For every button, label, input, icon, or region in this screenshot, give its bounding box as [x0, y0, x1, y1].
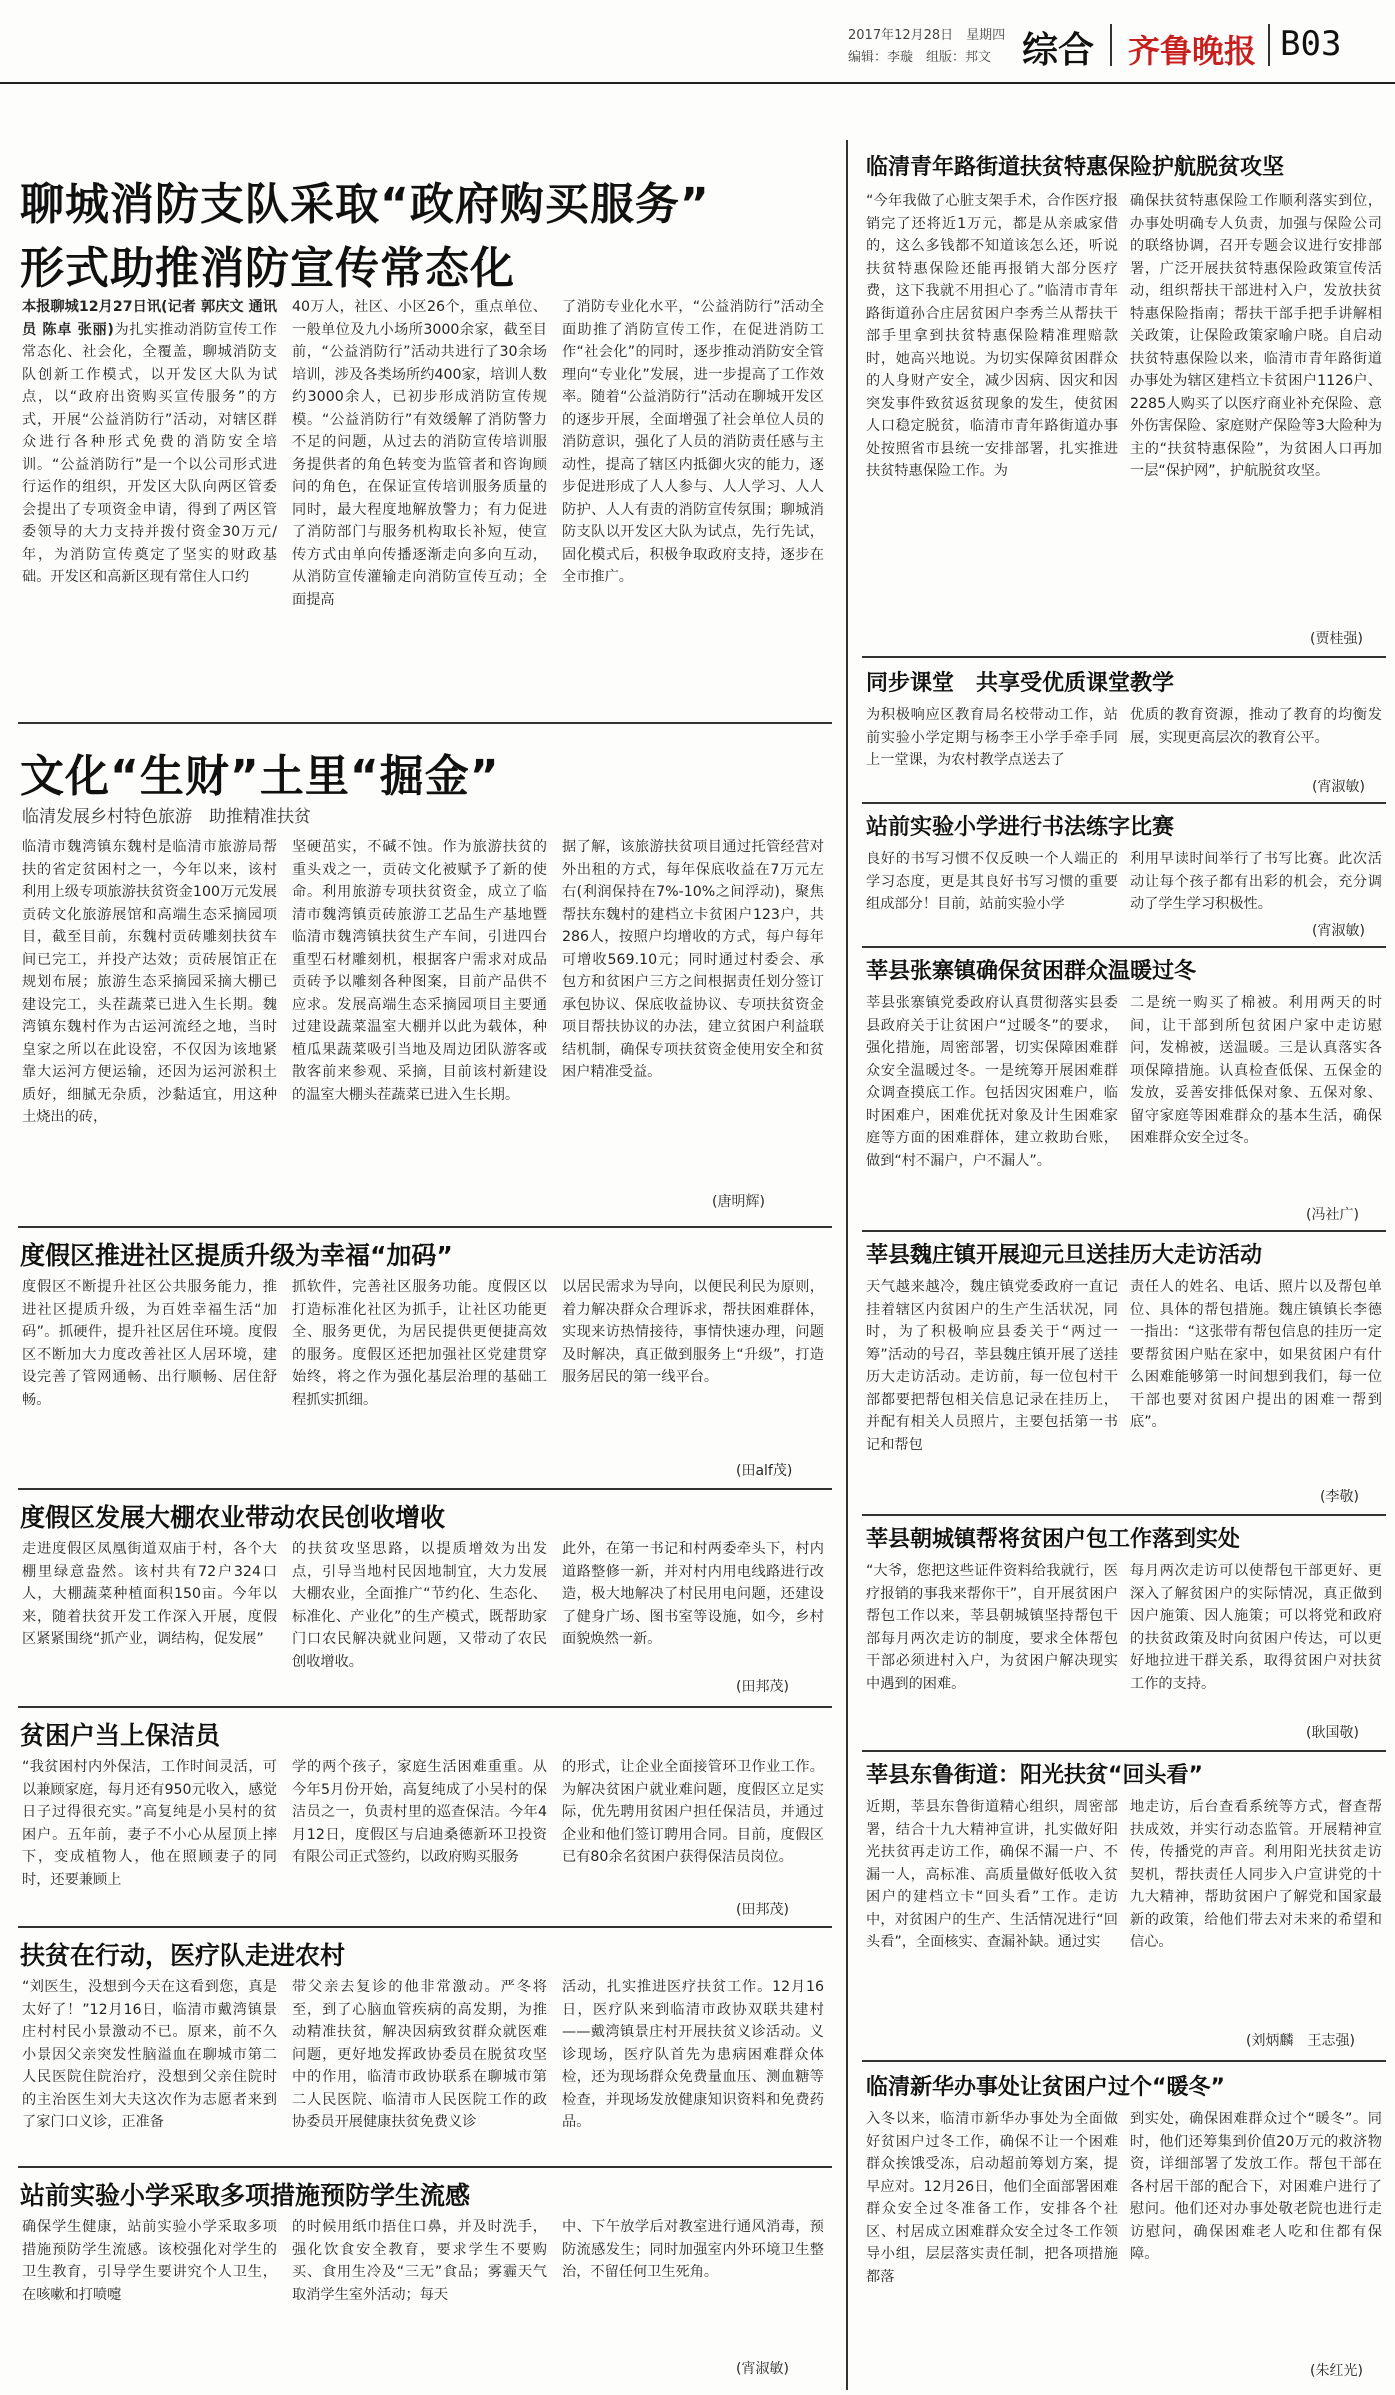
article-body [22, 296, 277, 676]
article-body: 临清市魏湾镇东魏村是临清市旅游局帮扶的省定贫困村之一，今年以来，该村利用上级专项旅游扶贫资金100万元发展贡砖文化旅游展馆和高端生态采摘园项目，截至目前，东魏村贡砖雕刻扶贫车间已完工，并投产达效；贡砖展馆正在规划布展；旅游生态采摘园采摘大棚已建设完工，头茬蔬菜已进入生长期。魏湾镇东魏村作为古运河流经之地，当时皇家之所以在此设窑，不仅因为该地紧靠大运河方便运输，还因为运河淤积土质好，细腻无杂质，沙黏适宜，用这种土烧出的砖， [22, 839, 277, 1125]
section-rule [18, 2166, 832, 2168]
column-divider [846, 140, 848, 2390]
section-rule [862, 1230, 1386, 1232]
article-body: 确保扶贫特惠保险工作顺利落实到位，办事处明确专人负责，加强与保险公司的联络协调，召开专题会议进行安排部署，广泛开展扶贫特惠保险政策宣传活动，组织帮扶干部进村入户，发放扶贫特惠保险指南；帮扶干部手把手讲解相关政策，让保险政策家喻户晓。自启动扶贫特惠保险以来，临清市青年路街道办事处为辖区建档立卡贫困户1126户、2285人购买了以医疗商业补充保险、意外伤害保险、家庭财产保险等3大险种为主的“扶贫特惠保险”，为贫困人口再加一层“保护网”，护航脱贫攻坚。 [1130, 193, 1382, 479]
section-rule [862, 1514, 1386, 1516]
issue-date: 2017年12月28日 星期四 [848, 28, 1006, 43]
article-body: “刘医生，没想到今天在这看到您，真是太好了！”12月16日，临清市戴湾镇景庄村村民小景激动不已。原来，前不久小景因父亲突发性脑溢血在聊城市第二人民医院住院治疗，没想到父亲住院时的主治医生刘大夫这次作为志愿者来到了家门口义诊，正准备 [22, 1979, 277, 2130]
section-rule [862, 1750, 1386, 1752]
article-body: 了消防专业化水平，“公益消防行”活动全面助推了消防宣传工作，在促进消防工作“社会化”的同时，逐步推动消防安全管理向“专业化”发展，进一步提高了工作效率。随着“公益消防行”活动在聊城开发区的逐步开展，全面增强了社会单位人员的消防意识，强化了人员的消防责任感与主动性，提高了辖区内抵御火灾的能力，逐步促进形成了人人参与、人人学习、人人防护、人人有责的消防宣传氛围；聊城消防支队以开发区大队为试点，先行先试，固化模式后，积极争取政府支持，逐步在全市推广。 [562, 299, 824, 585]
article-title: 贫困户当上保洁员 [20, 1721, 221, 1750]
article-lead: 本报聊城12月27日讯(记者 郭庆文 通讯员 陈卓 张丽) [22, 299, 277, 338]
article-text: 为扎实推动消防宣传工作常态化、社会化，全覆盖，聊城消防支队创新工作模式，以开发区大队为试点，以“政府出资购买宣传服务”的方式，开展“公益消防行”活动，对辖区群众进行各种形式免费的消防安全培训。“公益消防行”是一个以公司形式进行运作的组织，开发区大队向两区管委会提出了专项资金申请，得到了两区管委领导的大力支持并拨付资金30万元/年，为消防宣传奠定了坚实的财政基础。开发区和高新区现有常住人口约 [22, 321, 277, 585]
byline: (宵淑敏) [736, 2361, 789, 2377]
article-body: 到实处，确保困难群众过个“暖冬”。同时，他们还筹集到价值20万元的救济物资，详细部署了发放工作。帮包干部在各村居干部的配合下，对困难户进行了慰问。他们还对办事处敬老院也进行走访慰问，确保困难老人吃和住都有保障。 [1130, 2111, 1382, 2262]
article-subtitle: 临清发展乡村特色旅游 助推精准扶贫 [22, 807, 311, 827]
article-body: 活动，扎实推进医疗扶贫工作。12月16日，医疗队来到临清市政协双联共建村——戴湾镇景庄村开展扶贫义诊活动。义诊现场，医疗队首先为患病困难群众体检，还为现场群众免费量血压、测血糖等检查，并现场发放健康知识资料和免费药品。 [562, 1979, 824, 2130]
article-body: “今年我做了心脏支架手术，合作医疗报销完了还将近1万元，都是从亲戚家借的，这么多钱都不知道该怎么还，听说扶贫特惠保险还能再报销大部分医疗费，这下我就不用担心了。”临清市青年路街道孙合庄居贫困户李秀兰从帮扶干部手里拿到扶贫特惠保险精准理赔款时，她高兴地说。为切实保障贫困群众的人身财产安全，减少因病、因灾和因突发事件致贫返贫现象的发生，使贫困人口稳定脱贫，临清市青年路街道办事处按照省市县统一安排部署，扎实推进扶贫特惠保险工作。为 [866, 193, 1118, 479]
article-body: 近期，莘县东鲁街道精心组织，周密部署，结合十九大精神宣讲，扎实做好阳光扶贫再走访工作，确保不漏一户、不漏一人，高标准、高质量做好低收入贫困户的建档立卡“回头看”工作。走访中，对贫困户的生产、生活情况进行“回头看”，全面核实、查漏补缺。通过实 [866, 1799, 1118, 1950]
article-body: 入冬以来，临清市新华办事处为全面做好贫困户过冬工作，确保不让一个困难群众挨饿受冻，启动超前筹划方案，提早应对。12月26日，他们全面部署困难群众安全过冬准备工作，安排各个社区、村居成立困难群众安全过冬工作领导小组，层层落实责任制，把各项措施都落 [866, 2111, 1118, 2285]
section-rule [18, 1488, 832, 1490]
article-body: 为积极响应区教育局名校带动工作，站前实验小学定期与杨李王小学手牵手同上一堂课，为农村教学点送去了 [866, 707, 1118, 768]
editor-credits: 编辑：李璇 组版：邦文 [848, 50, 992, 65]
article-title: 莘县魏庄镇开展迎元旦送挂历大走访活动 [866, 1243, 1263, 1268]
byline: (田邦茂) [736, 1679, 789, 1695]
newspaper-logo: 齐鲁晚报 [1128, 32, 1257, 70]
section-rule [862, 656, 1386, 658]
section-rule [18, 722, 832, 724]
section-rule [862, 802, 1386, 804]
article-body: 的时候用纸巾捂住口鼻，并及时洗手，强化饮食安全教育，要求学生不要购买、食用生冷及“三无”食品；雾霾天气取消学生室外活动；每天 [292, 2219, 547, 2303]
article-title: 文化“生财”土里“掘金” [20, 751, 500, 802]
article-body: 的扶贫攻坚思路，以提质增效为出发点，引导当地村民因地制宜，大力发展大棚农业，全面推广“节约化、生态化、标准化、产业化”的生产模式，既帮助家门口农民解决就业问题，又带动了农民创收增收。 [292, 1541, 547, 1670]
byline: (贾桂强) [1310, 631, 1363, 647]
article-title: 扶贫在行动，医疗队走进农村 [20, 1941, 346, 1970]
article-body: 地走访，后台查看系统等方式，督查帮扶成效，并实行动态监管。开展精神宣传，传播党的声音。利用阳光扶贫走访契机，帮扶责任人同步入户宣讲党的十九大精神，帮助贫困户了解党和国家最新的政策，给他们带去对未来的希望和信心。 [1130, 1799, 1382, 1950]
byline: (李敬) [1320, 1489, 1359, 1505]
article-body: 二是统一购买了棉被。利用两天的时间，让干部到所包贫困户家中走访慰问，发棉被，送温暖。三是认真落实各项保障措施。认真检查低保、五保金的发放，妥善安排低保对象、五保对象、留守家庭等困难群众的基本生活，确保困难群众安全过冬。 [1130, 995, 1382, 1146]
section-rule [18, 1706, 832, 1708]
article-title: 莘县东鲁街道：阳光扶贫“回头看” [866, 1763, 1203, 1788]
byline: (朱红光) [1310, 2363, 1363, 2379]
article-body: 优质的教育资源，推动了教育的均衡发展，实现更高层次的教育公平。 [1130, 707, 1382, 746]
article-body: 抓软件，完善社区服务功能。度假区以打造标准化社区为抓手，让社区功能更全、服务更优，为居民提供更便捷高效的服务。度假区还把加强社区党建贯穿始终，将之作为强化基层治理的基础工程抓实抓细。 [292, 1279, 547, 1408]
article-body: 每月两次走访可以使帮包干部更好、更深入了解贫困户的实际情况，真正做到因户施策、因人施策；可以将党和政府的扶贫政策及时向贫困户传达，可以更好地拉进干群关系，取得贫困户对扶贫工作的支持。 [1130, 1563, 1382, 1692]
article-body: 责任人的姓名、电话、照片以及帮包单位、具体的帮包措施。魏庄镇镇长李德一指出：“这张带有帮包信息的挂历一定要帮贫困户贴在家中，如果贫困户有什么困难能够第一时间想到我们，每一位干部也要对贫困户提出的困难一帮到底”。 [1130, 1279, 1382, 1430]
header-divider [1268, 24, 1270, 66]
article-body: 确保学生健康，站前实验小学采取多项措施预防学生流感。该校强化对学生的卫生教育，引导学生要讲究个人卫生，在咳嗽和打喷嚏 [22, 2219, 277, 2303]
byline: (田邦茂) [736, 1902, 789, 1918]
article-body: 学的两个孩子，家庭生活困难重重。从今年5月份开始，高复纯成了小吴村的保洁员之一，负责村里的巡查保洁。今年4月12日，度假区与启迪桑德新环卫投资有限公司正式签约，以政府购买服务 [292, 1759, 547, 1865]
byline: (冯社广) [1306, 1207, 1359, 1223]
byline: (宵淑敏) [1312, 779, 1365, 795]
article-title: 同步课堂 共享受优质课堂教学 [866, 671, 1175, 696]
article-title: 莘县张寨镇确保贫困群众温暖过冬 [866, 959, 1197, 984]
article-title: 站前实验小学进行书法练字比赛 [866, 815, 1175, 840]
header-rule [0, 82, 1395, 84]
byline: (刘炳麟 王志强) [1246, 2033, 1355, 2049]
article-body: 走进度假区凤凰街道双庙于村，各个大棚里绿意盎然。该村共有72户324口人，大棚蔬菜种植面积150亩。今年以来，随着扶贫开发工作深入开展，度假区紧紧围绕“抓产业，调结构，促发展” [22, 1541, 277, 1647]
article-body: 天气越来越冷，魏庄镇党委政府一直记挂着辖区内贫困户的生产生活状况，同时，为了积极响应县委关于“两过一筹”活动的号召，莘县魏庄镇开展了送挂历大走访活动。走访前，每一位包村干部都要把帮包相关信息记录在挂历上，并配有相关人员照片，主要包括第一书记和帮包 [866, 1279, 1118, 1453]
section-name: 综合 [1022, 30, 1095, 71]
page-number: B03 [1280, 24, 1342, 64]
byline: (唐明辉) [712, 1194, 765, 1210]
article-body: 据了解，该旅游扶贫项目通过托管经营对外出租的方式，每年保底收益在7万元左右(利润保持在7%-10%之间浮动)，聚焦帮扶东魏村的建档立卡贫困户123户，共286人，按照户均增收的方式，每户每年可增收569.10元；同时通过村委会、承包方和贫困户三方之间根据责任划分签订承包协议、保底收益协议、专项扶贫资金项目帮扶协议的办法，建立贫困户利益联结机制，确保专项扶贫资金使用安全和贫困户精准受益。 [562, 839, 824, 1080]
article-title: 聊城消防支队采取“政府购买服务” [20, 179, 710, 230]
byline: (田alf茂) [736, 1463, 793, 1479]
article-title: 临清新华办事处让贫困户过个“暖冬” [866, 2075, 1225, 2100]
section-rule [862, 946, 1386, 948]
section-rule [862, 2060, 1386, 2062]
article-title: 度假区推进社区提质升级为幸福“加码” [20, 1241, 453, 1270]
article-title: 莘县朝城镇帮将贫困户包工作落到实处 [866, 1527, 1241, 1552]
article-title: 临清青年路街道扶贫特惠保险护航脱贫攻坚 [866, 155, 1285, 180]
header-divider [1110, 24, 1112, 66]
article-body: “我贫困村内外保洁，工作时间灵活，可以兼顾家庭，每月还有950元收入，感觉日子过得很充实。”高复纯是小吴村的贫困户。五年前，妻子不小心从屋顶上摔下，变成植物人，他在照顾妻子的同时，还要兼顾上 [22, 1759, 277, 1888]
article-body: 以居民需求为导向，以便民利民为原则，着力解决群众合理诉求，帮扶困难群体，实现来访热情接待，事情快速办理，问题及时解决，真正做到服务上“升级”，打造服务居民的第一线平台。 [562, 1279, 824, 1385]
byline: (宵淑敏) [1312, 923, 1365, 939]
article-body: 中、下午放学后对教室进行通风消毒，预防流感发生；同时加强室内外环境卫生整治，不留任何卫生死角。 [562, 2219, 824, 2280]
section-rule [18, 1226, 832, 1228]
article-body: 度假区不断提升社区公共服务能力，推进社区提质升级，为百姓幸福生活“加码”。抓硬件，提升社区居住环境。度假区不断加大力度改善社区人居环境，建设完善了管网通畅、出行顺畅、居住舒畅。 [22, 1279, 277, 1408]
article-title: 形式助推消防宣传常态化 [20, 243, 515, 294]
article-body: 莘县张寨镇党委政府认真贯彻落实县委县政府关于让贫困户“过暖冬”的要求，强化措施，周密部署，切实保障困难群众安全温暖过冬。一是统筹开展困难群众调查摸底工作。包括因灾困难户，临时困难户，困难优抚对象及计生困难家庭等方面的困难群体，建立救助台账，做到“村不漏户，户不漏人”。 [866, 995, 1118, 1169]
article-title: 站前实验小学采取多项措施预防学生流感 [20, 2181, 471, 2210]
article-body: 此外，在第一书记和村两委牵头下，村内道路整修一新，并对村内用电线路进行改造，极大地解决了村民用电问题，还建设了健身广场、图书室等设施，如今，乡村面貌焕然一新。 [562, 1541, 824, 1647]
article-body: 40万人，社区、小区26个，重点单位、一般单位及九小场所3000余家，截至目前，“公益消防行”活动共进行了30余场培训，涉及各类场所约400家，培训人数约3000余人，已初步形成消防宣传规模。“公益消防行”有效缓解了消防警力不足的问题，从过去的消防宣传培训服务提供者的角色转变为监管者和咨询顾问的角色，在保证宣传培训服务质量的同时，最大程度地解放警力；有力促进了消防部门与服务机构取长补短，使宣传方式由单向传播逐渐走向多向互动，从消防宣传灌输走向消防宣传互动；全面提高 [292, 299, 547, 608]
byline: (耿国敬) [1306, 1725, 1359, 1741]
article-body: 带父亲去复诊的他非常激动。严冬将至，到了心脑血管疾病的高发期，为推动精准扶贫，解决因病致贫群众就医难问题，更好地发挥政协委员在脱贫攻坚中的作用，临清市政协联系在聊城市第二人民医院、临清市人民医院工作的政协委员开展健康扶贫免费义诊 [292, 1979, 547, 2130]
section-rule [18, 1926, 832, 1928]
article-body: 坚硬茁实，不碱不蚀。作为旅游扶贫的重头戏之一，贡砖文化被赋予了新的使命。利用旅游专项扶贫资金，成立了临清市魏湾镇贡砖旅游工艺品生产基地暨临清市魏湾镇扶贫生产车间，引进四台重型石材雕刻机，根据客户需求对成品贡砖予以雕刻各种图案，目前产品供不应求。发展高端生态采摘园项目主要通过建设蔬菜温室大棚并以此为载体，种植瓜果蔬菜吸引当地及周边团队游客或散客前来参观、采摘，目前该村新建设的温室大棚头茬蔬菜已进入生长期。 [292, 839, 547, 1103]
article-body: “大爷，您把这些证件资料给我就行，医疗报销的事我来帮你干”，自开展贫困户帮包工作以来，莘县朝城镇坚持帮包干部每月两次走访的制度，要求全体帮包干部必须进村入户，为贫困户解决现实中遇到的困难。 [866, 1563, 1118, 1692]
article-body: 利用早读时间举行了书写比赛。此次活动让每个孩子都有出彩的机会，充分调动了学生学习积极性。 [1130, 851, 1382, 912]
article-title: 度假区发展大棚农业带动农民创收增收 [20, 1503, 446, 1532]
article-body: 良好的书写习惯不仅反映一个人端正的学习态度，更是其良好书写习惯的重要组成部分！目前，站前实验小学 [866, 851, 1118, 912]
article-body: 的形式，让企业全面接管环卫作业工作。为解决贫困户就业难问题，度假区立足实际，优先聘用贫困户担任保洁员，并通过企业和他们签订聘用合同。目前，度假区已有80余名贫困户获得保洁员岗位。 [562, 1759, 824, 1865]
